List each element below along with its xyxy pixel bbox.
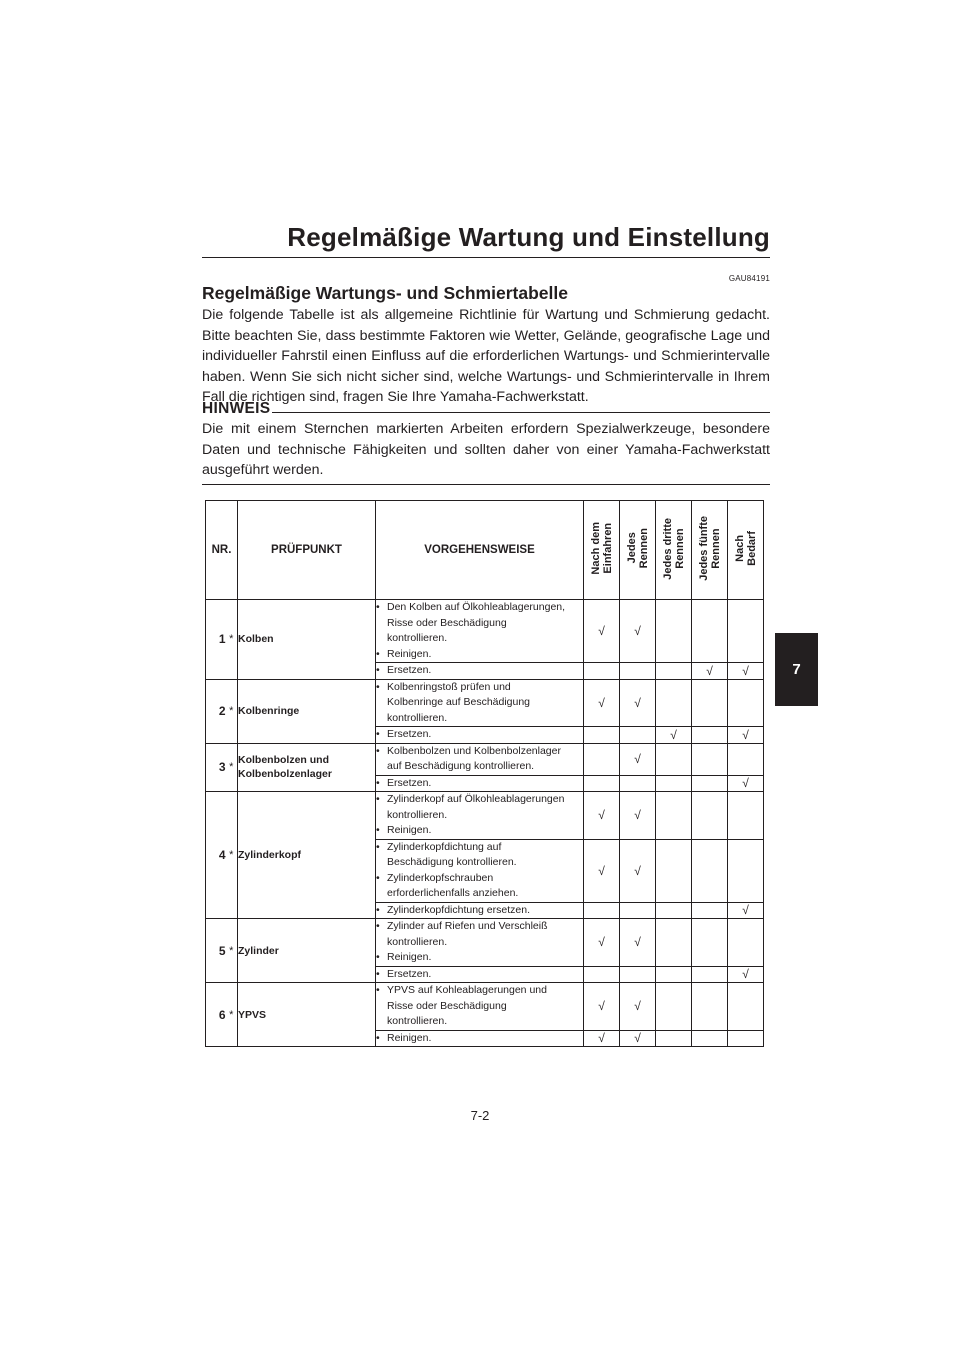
procedure-step: • Ersetzen.: [376, 663, 583, 679]
procedure-cell: [376, 839, 584, 902]
procedure-step: • YPVS auf Kohleablagerungen und Risse oder Beschädigung kontrollieren.: [376, 983, 583, 1030]
procedure-cell: [376, 775, 584, 792]
header-every-race-label: Jedes Rennen: [625, 528, 650, 569]
header-every-fifth-race-label: Jedes fünfte Rennen: [697, 516, 722, 581]
interval-check: √: [620, 983, 656, 1031]
interval-check: [728, 743, 764, 775]
procedure-step: • Zylinder auf Riefen und Verschleiß kontrollieren.: [376, 919, 583, 950]
header-after-break-in: [584, 501, 620, 600]
interval-check: [728, 792, 764, 840]
interval-check: √: [620, 919, 656, 967]
item-number: 6: [206, 983, 226, 1047]
interval-check: [692, 600, 728, 663]
procedure-cell: [376, 600, 584, 663]
interval-check: √: [584, 679, 620, 727]
item-number: 2: [206, 679, 226, 743]
interval-check: [656, 839, 692, 902]
interval-check: [656, 919, 692, 967]
interval-check: [692, 983, 728, 1031]
header-every-race: [620, 501, 656, 600]
interval-check: [728, 679, 764, 727]
procedure-step: • Kolbenbolzen und Kolbenbolzenlager auf Beschädigung kontrollieren.: [376, 744, 583, 775]
interval-check: √: [584, 600, 620, 663]
interval-check: √: [620, 792, 656, 840]
interval-check: [584, 966, 620, 983]
note-end-rule: [202, 484, 770, 485]
check-item: Kolbenringe: [238, 679, 376, 743]
interval-check: √: [620, 743, 656, 775]
interval-check: √: [620, 839, 656, 902]
interval-check: [692, 966, 728, 983]
interval-check: [728, 919, 764, 967]
procedure-cell: [376, 1030, 584, 1047]
procedure-cell: [376, 983, 584, 1031]
special-tool-mark: *: [226, 792, 238, 919]
table-row: [206, 983, 764, 1031]
page-title: Regelmäßige Wartung und Einstellung: [287, 222, 770, 252]
interval-check: [692, 743, 728, 775]
table-header-row: [206, 501, 764, 600]
interval-check: [692, 727, 728, 744]
interval-check: [620, 663, 656, 680]
interval-check: √: [728, 775, 764, 792]
page-number: 7-2: [470, 1108, 490, 1123]
section-code: GAU84191: [728, 274, 770, 283]
procedure-step: • Reinigen.: [376, 1031, 583, 1047]
procedure-step: • Zylinderkopfschrauben erforderlichenfalls anziehen.: [376, 871, 583, 902]
interval-check: [728, 1030, 764, 1047]
interval-check: √: [584, 983, 620, 1031]
interval-check: [656, 775, 692, 792]
interval-check: √: [656, 727, 692, 744]
procedure-cell: [376, 743, 584, 775]
interval-check: [620, 727, 656, 744]
header-every-third-race: [656, 501, 692, 600]
interval-check: [584, 743, 620, 775]
check-item: Zylinder: [238, 919, 376, 983]
table-row: [206, 679, 764, 727]
check-item: Kolbenbolzen und Kolbenbolzenlager: [238, 743, 376, 792]
procedure-step: • Zylinderkopfdichtung ersetzen.: [376, 903, 583, 919]
interval-check: [656, 792, 692, 840]
interval-check: [656, 600, 692, 663]
header-every-third-race-label: Jedes dritte Rennen: [661, 517, 686, 580]
interval-check: √: [584, 919, 620, 967]
interval-check: [584, 663, 620, 680]
item-number: 4: [206, 792, 226, 919]
interval-check: [692, 775, 728, 792]
table-row: [206, 792, 764, 840]
interval-check: √: [620, 1030, 656, 1047]
maintenance-table: [205, 500, 764, 1047]
table-row: [206, 743, 764, 775]
procedure-cell: [376, 679, 584, 727]
interval-check: [692, 919, 728, 967]
interval-check: [656, 902, 692, 919]
check-item: YPVS: [238, 983, 376, 1047]
interval-check: [728, 839, 764, 902]
item-number: 3: [206, 743, 226, 792]
interval-check: [692, 1030, 728, 1047]
interval-check: [692, 902, 728, 919]
procedure-cell: [376, 902, 584, 919]
interval-check: √: [692, 663, 728, 680]
procedure-step: • Zylinderkopfdichtung auf Beschädigung kontrollieren.: [376, 840, 583, 871]
note-rule: [272, 412, 770, 413]
header-nr: NR.: [206, 501, 238, 600]
interval-check: [692, 839, 728, 902]
special-tool-mark: *: [226, 919, 238, 983]
interval-check: √: [620, 600, 656, 663]
interval-check: [656, 983, 692, 1031]
interval-check: [692, 679, 728, 727]
interval-check: [728, 983, 764, 1031]
interval-check: [620, 902, 656, 919]
interval-check: √: [728, 966, 764, 983]
header-after-break-in-label: Nach dem Einfahren: [589, 522, 614, 575]
interval-check: [656, 743, 692, 775]
interval-check: [656, 679, 692, 727]
procedure-step: • Reinigen.: [376, 647, 583, 663]
title-rule: [202, 257, 770, 258]
procedure-step: • Ersetzen.: [376, 776, 583, 792]
procedure-step: • Den Kolben auf Ölkohleablagerungen, Risse oder Beschädigung kontrollieren.: [376, 600, 583, 647]
procedure-step: • Zylinderkopf auf Ölkohleablagerungen kontrollieren.: [376, 792, 583, 823]
special-tool-mark: *: [226, 679, 238, 743]
item-number: 1: [206, 600, 226, 680]
table-row: [206, 600, 764, 663]
interval-check: [656, 663, 692, 680]
header-as-needed-label: Nach Bedarf: [733, 531, 758, 566]
interval-check: √: [584, 1030, 620, 1047]
interval-check: √: [584, 839, 620, 902]
procedure-cell: [376, 792, 584, 840]
header-item: PRÜFPUNKT: [238, 501, 376, 600]
interval-check: [584, 775, 620, 792]
interval-check: [692, 792, 728, 840]
interval-check: [620, 775, 656, 792]
special-tool-mark: *: [226, 743, 238, 792]
intro-paragraph: Die folgende Tabelle ist als allgemeine Richtlinie für Wartung und Schmierung gedacht. Bitte beachten Sie, dass bestimmte Faktoren wie Wetter, Gelände, geografische Lage und individueller Fahrstil einen Einfluss auf die erforderlichen Wartungs- und Schmierintervalle haben. Wenn Sie sich nicht sicher sind, welche Wartungs- und Schmierintervalle in Ihrem Fall die richtigen sind, fragen Sie Ihre Yamaha-Fachwerkstatt.: [202, 307, 770, 405]
interval-check: √: [620, 679, 656, 727]
interval-check: [728, 600, 764, 663]
chapter-tab: 7: [775, 633, 818, 706]
procedure-step: • Ersetzen.: [376, 727, 583, 743]
interval-check: √: [728, 902, 764, 919]
table-body: [206, 600, 764, 1047]
note-heading: HINWEIS: [202, 400, 271, 417]
item-number: 5: [206, 919, 226, 983]
interval-check: [656, 966, 692, 983]
interval-check: [584, 727, 620, 744]
procedure-cell: [376, 663, 584, 680]
note-text: Die mit einem Sternchen markierten Arbeiten erfordern Spezialwerkzeuge, besondere Daten und technische Fähigkeiten und sollten daher von einer Yamaha-Fachwerkstatt ausgeführt werden.: [202, 421, 770, 478]
interval-check: [584, 902, 620, 919]
interval-check: √: [728, 663, 764, 680]
procedure-step: • Kolbenringstoß prüfen und Kolbenringe auf Beschädigung kontrollieren.: [376, 680, 583, 727]
procedure-cell: [376, 919, 584, 967]
procedure-step: • Reinigen.: [376, 950, 583, 966]
section-heading: Regelmäßige Wartungs- und Schmiertabelle: [202, 283, 568, 303]
special-tool-mark: *: [226, 983, 238, 1047]
procedure-step: • Reinigen.: [376, 823, 583, 839]
header-procedure: VORGEHENSWEISE: [376, 501, 584, 600]
interval-check: [620, 966, 656, 983]
procedure-cell: [376, 727, 584, 744]
header-every-fifth-race: [692, 501, 728, 600]
procedure-step: • Ersetzen.: [376, 967, 583, 983]
table-row: [206, 919, 764, 967]
interval-check: √: [584, 792, 620, 840]
interval-check: √: [728, 727, 764, 744]
special-tool-mark: *: [226, 600, 238, 680]
header-as-needed: [728, 501, 764, 600]
check-item: Zylinderkopf: [238, 792, 376, 919]
interval-check: [656, 1030, 692, 1047]
check-item: Kolben: [238, 600, 376, 680]
procedure-cell: [376, 966, 584, 983]
